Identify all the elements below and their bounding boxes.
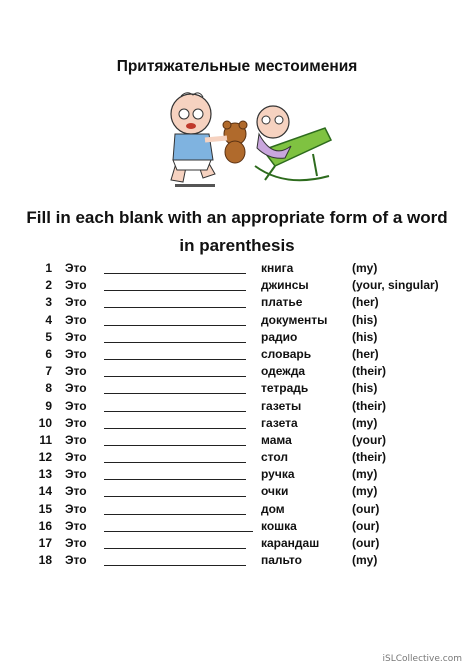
noun-text: кошка: [261, 518, 297, 533]
noun-text: ручка: [261, 467, 295, 482]
hint-text: (their): [352, 398, 386, 413]
noun-text: дом: [261, 501, 285, 516]
hint-text: (their): [352, 450, 386, 465]
hint-text: (your, singular): [352, 278, 439, 293]
pronoun-text: Это: [65, 278, 87, 293]
noun-text: газеты: [261, 398, 302, 413]
row-number: 15: [38, 501, 52, 516]
pronoun-text: Это: [65, 501, 87, 516]
noun-text: тетрадь: [261, 381, 309, 396]
noun-text: газета: [261, 415, 298, 430]
noun-text: словарь: [261, 346, 312, 361]
exercise-row: [0, 467, 474, 484]
exercise-row: [0, 261, 474, 278]
answer-blank[interactable]: [104, 433, 246, 446]
hint-text: (our): [352, 518, 380, 533]
answer-blank[interactable]: [104, 347, 246, 360]
answer-blank[interactable]: [104, 278, 246, 291]
exercise-row: [0, 519, 474, 536]
hint-text: (their): [352, 364, 386, 379]
pronoun-text: Это: [65, 329, 87, 344]
answer-blank[interactable]: [104, 313, 246, 326]
page-title: Притяжательные местоимения: [116, 58, 358, 75]
pronoun-text: Это: [65, 518, 87, 533]
row-number: 18: [38, 553, 52, 568]
babies-tug-of-war-icon: [145, 88, 333, 194]
hint-text: (his): [352, 381, 378, 396]
exercise-row: [0, 295, 474, 312]
answer-blank[interactable]: [104, 484, 246, 497]
hint-text: (my): [352, 553, 378, 568]
pronoun-text: Это: [65, 346, 87, 361]
answer-blank[interactable]: [104, 467, 246, 480]
pronoun-text: Это: [65, 432, 87, 447]
pronoun-text: Это: [65, 467, 87, 482]
hint-text: (my): [352, 484, 378, 499]
pronoun-text: Это: [65, 295, 87, 310]
exercise-row: [0, 347, 474, 364]
noun-text: книга: [261, 261, 294, 275]
row-number: 4: [45, 312, 52, 327]
answer-blank[interactable]: [104, 399, 246, 412]
answer-blank[interactable]: [104, 295, 246, 308]
hint-text: (my): [352, 261, 378, 275]
hint-text: (my): [352, 467, 378, 482]
noun-text: очки: [261, 484, 289, 499]
hint-text: (my): [352, 415, 378, 430]
pronoun-text: Это: [65, 553, 87, 568]
hint-text: (her): [352, 295, 379, 310]
exercise-row: [0, 416, 474, 433]
row-number: 8: [45, 381, 52, 396]
exercise-row: [0, 450, 474, 467]
answer-blank[interactable]: [104, 519, 253, 532]
exercise-row: [0, 330, 474, 347]
exercise-row: [0, 502, 474, 519]
hint-text: (his): [352, 329, 378, 344]
answer-blank[interactable]: [104, 502, 246, 515]
exercise-row: [0, 433, 474, 450]
hint-text: (your): [352, 432, 386, 447]
pronoun-text: Это: [65, 364, 87, 379]
exercise-row: [0, 536, 474, 553]
noun-text: стол: [261, 450, 289, 465]
exercise-row: [0, 313, 474, 330]
exercise-row: [0, 399, 474, 416]
row-number: 12: [38, 450, 52, 465]
exercise-row: [0, 484, 474, 501]
row-number: 13: [38, 467, 52, 482]
hint-text: (his): [352, 312, 378, 327]
row-number: 7: [45, 364, 52, 379]
pronoun-text: Это: [65, 381, 87, 396]
hint-text: (her): [352, 346, 379, 361]
noun-text: одежда: [261, 364, 306, 379]
row-number: 10: [38, 415, 52, 430]
exercise-row: [0, 364, 474, 381]
answer-blank[interactable]: [104, 553, 246, 566]
row-number: 16: [38, 518, 52, 533]
noun-text: радио: [261, 329, 298, 344]
row-number: 2: [45, 278, 52, 293]
noun-text: карандаш: [261, 536, 320, 550]
exercise-list: [0, 261, 474, 570]
noun-text: документы: [261, 312, 328, 327]
answer-blank[interactable]: [104, 330, 246, 343]
answer-blank[interactable]: [104, 450, 246, 463]
pronoun-text: Это: [65, 450, 87, 465]
noun-text: платье: [261, 295, 303, 310]
noun-text: пальто: [261, 553, 302, 568]
answer-blank[interactable]: [104, 416, 246, 429]
pronoun-text: Это: [65, 312, 87, 327]
exercise-row: [0, 381, 474, 398]
answer-blank[interactable]: [104, 261, 246, 274]
row-number: 17: [38, 536, 52, 550]
row-number: 5: [45, 329, 52, 344]
watermark: iSLCollective.com: [382, 654, 462, 664]
answer-blank[interactable]: [104, 364, 246, 377]
row-number: 11: [39, 432, 52, 447]
hint-text: (our): [352, 501, 380, 516]
pronoun-text: Это: [65, 398, 87, 413]
answer-blank[interactable]: [104, 536, 246, 549]
noun-text: мама: [261, 432, 292, 447]
pronoun-text: Это: [65, 484, 87, 499]
hint-text: (our): [352, 536, 380, 550]
exercise-row: [0, 278, 474, 295]
row-number: 1: [45, 261, 52, 275]
pronoun-text: Это: [65, 415, 87, 430]
instructions: Fill in each blank with an appropriate form of a word in parenthesis: [26, 208, 448, 255]
pronoun-text: Это: [65, 261, 87, 275]
answer-blank[interactable]: [104, 381, 246, 394]
row-number: 3: [45, 295, 52, 310]
pronoun-text: Это: [65, 536, 87, 550]
row-number: 9: [45, 398, 52, 413]
row-number: 6: [45, 346, 52, 361]
row-number: 14: [38, 484, 52, 499]
noun-text: джинсы: [261, 278, 309, 293]
cartoon-illustration: [145, 88, 333, 194]
exercise-row: [0, 553, 474, 570]
